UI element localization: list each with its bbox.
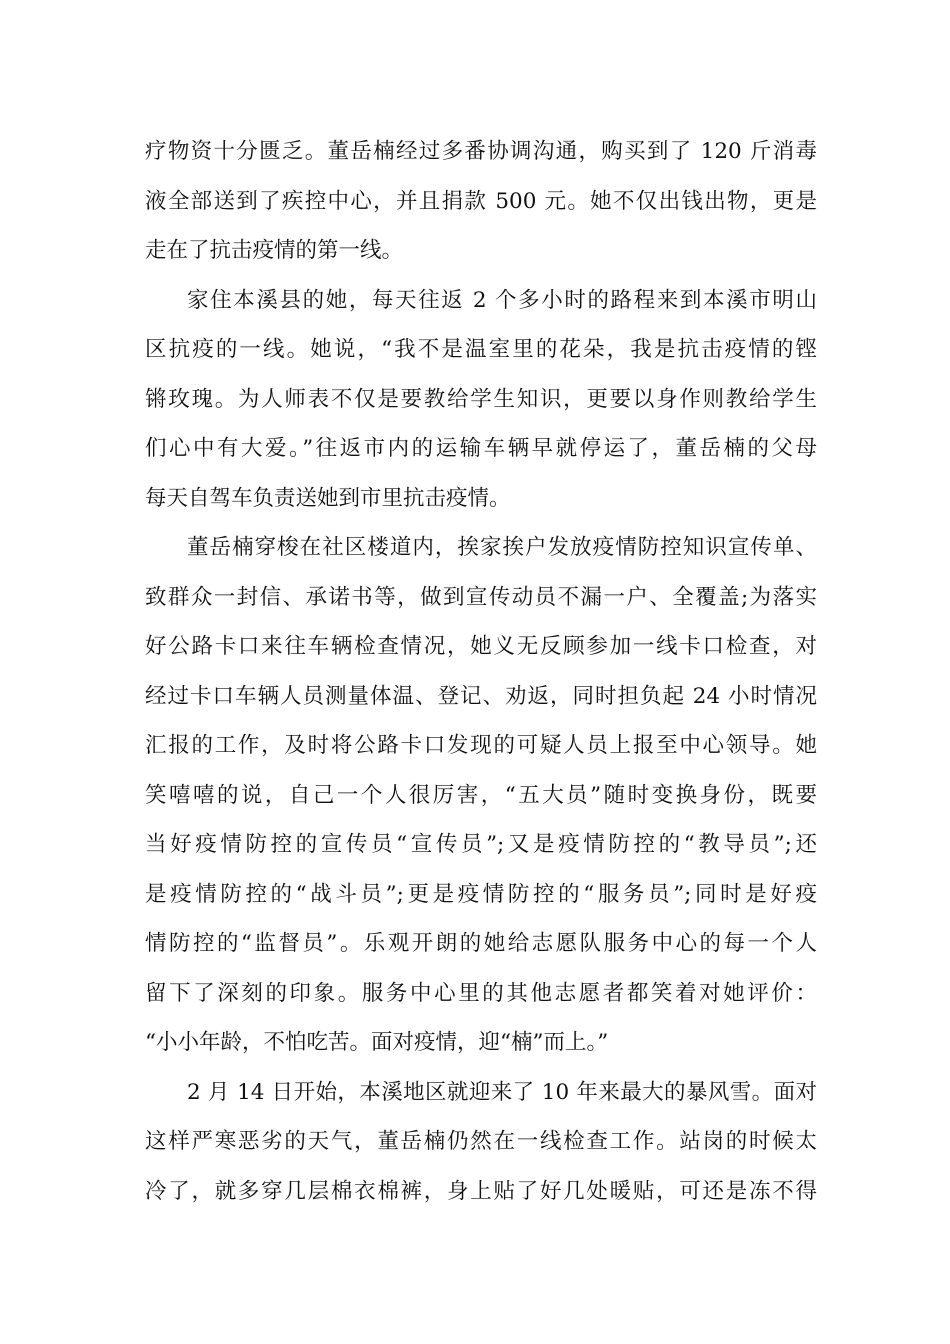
text-line: 是疫情防控的“战斗员”;更是疫情防控的“服务员”;同时是好疫	[145, 881, 817, 907]
paragraph-start-line: 2 月 14 日开始，本溪地区就迎来了 10 年来最大的暴风雪。面对	[187, 1079, 817, 1105]
text-line: 情防控的“监督员”。乐观开朗的她给志愿队服务中心的每一个人	[145, 931, 817, 956]
article-body	[145, 127, 817, 1216]
text-line: 疗物资十分匮乏。董岳楠经过多番协调沟通，购买到了 120 斤消毒	[145, 139, 817, 164]
text-line: 致群众一封信、承诺书等，做到宣传动员不漏一户、全覆盖;为落实	[145, 584, 817, 610]
text-line: 这样严寒恶劣的天气，董岳楠仍然在一线检查工作。站岗的时候太	[145, 1129, 817, 1154]
text-line: 经过卡口车辆人员测量体温、登记、劝返，同时担负起 24 小时情况	[145, 683, 817, 709]
paragraph-start-line: 董岳楠穿梭在社区楼道内，挨家挨户发放疫情防控知识宣传单、	[187, 535, 817, 560]
text-line: 走在了抗击疫情的第一线。	[145, 238, 404, 263]
text-line: 好公路卡口来往车辆检查情况，她义无反顾参加一线卡口检查，对	[145, 634, 817, 659]
text-line: 们心中有大爱。”往返市内的运输车辆早就停运了，董岳楠的父母	[145, 436, 817, 461]
paragraph-start-line: 家住本溪县的她，每天往返 2 个多小时的路程来到本溪市明山	[187, 287, 817, 313]
text-line: “小小年龄，不怕吃苦。面对疫情，迎“楠”而上。”	[145, 1030, 609, 1055]
text-line: 每天自驾车负责送她到市里抗击疫情。	[145, 485, 511, 511]
text-line: 冷了，就多穿几层棉衣棉裤，身上贴了好几处暖贴，可还是冻不得	[145, 1178, 817, 1204]
text-line: 汇报的工作，及时将公路卡口发现的可疑人员上报至中心领导。她	[145, 733, 817, 758]
text-line: 当好疫情防控的宣传员“宣传员”;又是疫情防控的“教导员”;还	[145, 832, 817, 857]
text-line: 液全部送到了疾控中心，并且捐款 500 元。她不仅出钱出物，更是	[145, 188, 817, 214]
text-line: 区抗疫的一线。她说，“我不是温室里的花朵，我是抗击疫情的铿	[145, 337, 817, 362]
text-line: 笑嘻嘻的说，自己一个人很厉害，“五大员”随时变换身份，既要	[145, 782, 817, 808]
text-line: 锵玫瑰。为人师表不仅是要教给学生知识，更要以身作则教给学生	[145, 386, 817, 412]
text-line: 留下了深刻的印象。服务中心里的其他志愿者都笑着对她评价：	[145, 980, 817, 1006]
